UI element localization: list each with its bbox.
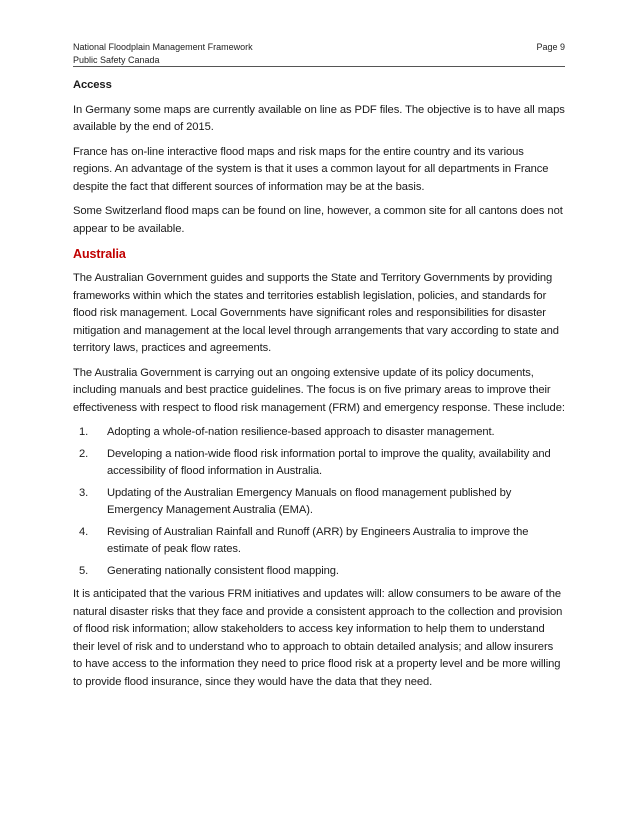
- list-text: Revising of Australian Rainfall and Runoff (ARR) by Engineers Australia to improve the estimate of peak flow rates.: [107, 525, 529, 555]
- list-item: [73, 446, 565, 481]
- list-item: [73, 563, 565, 581]
- header-divider: [73, 66, 565, 67]
- header-title: National Floodplain Management Framework: [73, 42, 253, 52]
- list-number: 3.: [79, 486, 89, 499]
- focus-areas-list: [73, 424, 565, 580]
- list-text: Developing a nation-wide flood risk information portal to improve the quality, availability and accessibility of flood information in Australia.: [107, 447, 551, 477]
- list-text: Adopting a whole-of-nation resilience-based approach to disaster management.: [107, 426, 495, 438]
- list-number: 4.: [79, 525, 89, 538]
- list-number: 1.: [79, 426, 89, 438]
- list-item: [73, 524, 565, 559]
- page-body: [73, 77, 565, 698]
- closing-paragraph: It is anticipated that the various FRM initiatives and updates will: allow consumers to be aware of the natural disaster risks that they face and provide a consistent approach to the collection and provision of flood risk information; allow stakeholders to access key information to help them to understand their level of risk and to understand who to approach to obtain detailed analysis; and allow insurers to have access to the information they need to price flood risk at a property level and be more willing to provide flood insurance, since they would have the data that they need.: [73, 588, 563, 688]
- page-header: [73, 41, 565, 67]
- page-number: Page 9: [536, 42, 565, 52]
- list-number: 2.: [79, 447, 89, 460]
- list-item: [73, 485, 565, 520]
- paragraph: The Australia Government is carrying out an ongoing extensive update of its policy documents, including manuals and best practice guidelines. The focus is on five primary areas to improve their effectiveness with respect to flood risk management (FRM) and emergency response. These include:: [73, 366, 565, 414]
- access-heading: Access: [73, 79, 112, 91]
- list-text: Generating nationally consistent flood mapping.: [107, 564, 339, 577]
- header-subtitle: Public Safety Canada: [73, 55, 160, 65]
- list-item: [73, 424, 565, 442]
- paragraph: France has on-line interactive flood maps and risk maps for the entire country and its various regions. An advantage of the system is that it uses a common layout for all departments in France despite the fact that different sources of information may be at the basis.: [73, 145, 549, 193]
- australia-heading: Australia: [73, 247, 126, 261]
- header-row: [73, 41, 565, 54]
- list-number: 5.: [79, 564, 89, 577]
- list-text: Updating of the Australian Emergency Manuals on flood management published by Emergency Management Australia (EMA).: [107, 486, 512, 516]
- paragraph: The Australian Government guides and supports the State and Territory Governments by providing frameworks within which the states and territories establish legislation, policies, and standards for flood risk management. Local Governments have significant roles and responsibilities for disaster mitigation and management at the local level through arrangements that vary according to state and territory laws, practices and agreements.: [73, 272, 559, 354]
- paragraph: Some Switzerland flood maps can be found on line, however, a common site for all cantons does not appear to be available.: [73, 205, 563, 235]
- paragraph: In Germany some maps are currently available on line as PDF files. The objective is to have all maps available by the end of 2015.: [73, 103, 565, 133]
